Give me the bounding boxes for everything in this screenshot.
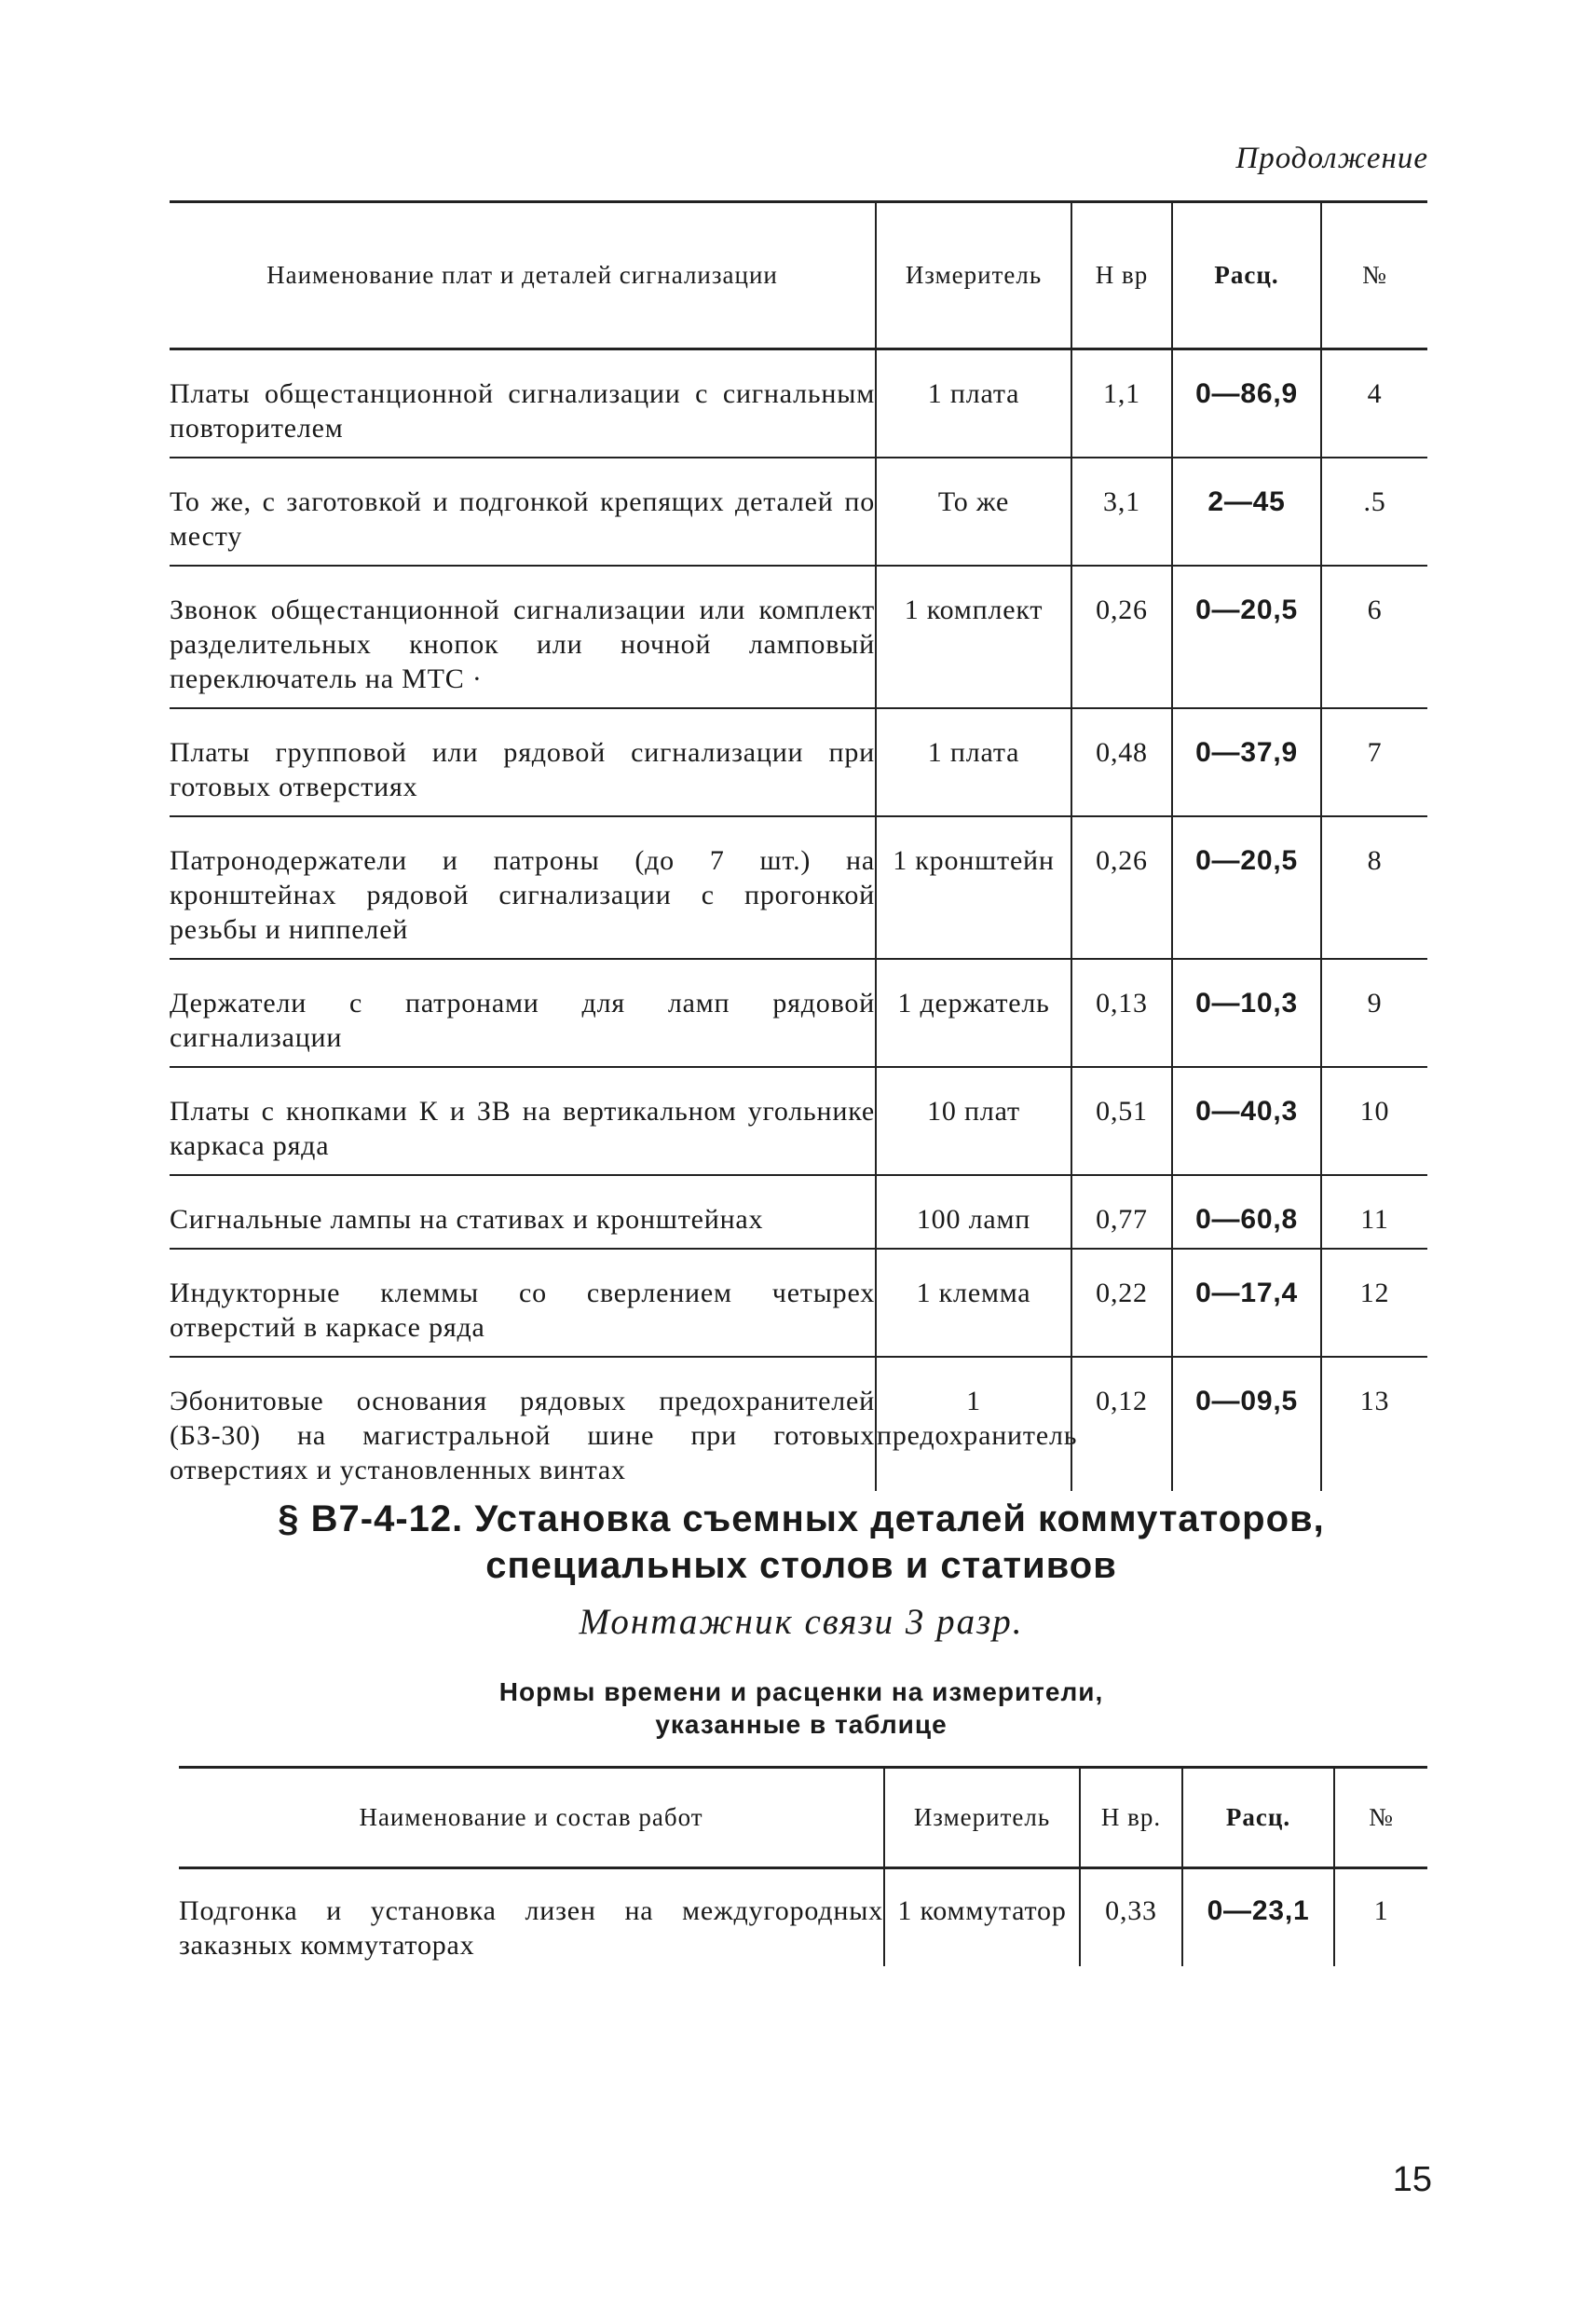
table-row: [170, 458, 1427, 566]
row-unit: 10 плат: [876, 1067, 1071, 1175]
header-rate: Расц.: [1172, 202, 1321, 349]
row-name: Платы с кнопками К и ЗВ на вертикальном угольнике каркаса ряда: [170, 1067, 876, 1175]
row-rate: 0—37,9: [1172, 708, 1321, 816]
row-num: .5: [1321, 458, 1427, 566]
header-name: Наименование плат и деталей сигнализации: [170, 202, 876, 349]
table-row: [170, 708, 1427, 816]
header-unit: Измеритель: [876, 202, 1071, 349]
row-num: 13: [1321, 1357, 1427, 1491]
worker-qualification: Монтажник связи 3 разр.: [579, 1602, 1024, 1642]
row-unit: 1 кронштейн: [876, 816, 1071, 959]
row-num: 1: [1334, 1868, 1427, 1967]
row-unit: 100 ламп: [876, 1175, 1071, 1249]
row-name: Патронодержатели и патроны (до 7 шт.) на кронштейнах рядовой сигнализации с прогонкой резьбы и ниппелей: [170, 816, 876, 959]
norms-caption: [177, 1675, 1425, 1741]
row-rate: 0—23,1: [1182, 1868, 1334, 1967]
row-rate: 2—45: [1172, 458, 1321, 566]
row-rate: 0—17,4: [1172, 1249, 1321, 1357]
row-norm: 0,26: [1071, 816, 1172, 959]
signaling-parts-table: [170, 200, 1427, 1491]
row-name: Платы общестанционной сигнализации с сигнальным повторителем: [170, 378, 875, 444]
row-name: Подгонка и установка лизен на междугородных заказных коммутаторах: [179, 1895, 883, 1961]
section-title-line2: специальных столов и стативов: [485, 1545, 1117, 1586]
table-row: [179, 1868, 1427, 1967]
row-rate: 0—40,3: [1172, 1067, 1321, 1175]
row-name: Эбонитовые основания рядовых предохранителей (БЗ-30) на магистральной шине при готовых отверстиях и установленных винтах: [170, 1357, 876, 1491]
table-header-row: [179, 1768, 1427, 1868]
header-unit: Измеритель: [884, 1768, 1080, 1868]
row-num: 11: [1321, 1175, 1427, 1249]
row-norm: 0,33: [1080, 1868, 1182, 1967]
row-norm: 0,26: [1071, 566, 1172, 708]
row-rate: 0—20,5: [1172, 566, 1321, 708]
header-norm: Н вр.: [1080, 1768, 1182, 1868]
row-unit: 1 предохранитель: [876, 1357, 1071, 1491]
header-rate: Расц.: [1182, 1768, 1334, 1868]
row-name: Держатели с патронами для ламп рядовой сигнализации: [170, 959, 876, 1067]
continuation-label: Продолжение: [1235, 142, 1428, 175]
table-row: [170, 349, 1427, 458]
row-name: Сигнальные лампы на стативах и кронштейнах: [170, 1175, 876, 1249]
row-unit: 1 держатель: [876, 959, 1071, 1067]
row-rate: 0—09,5: [1172, 1357, 1321, 1491]
table-row: [170, 566, 1427, 708]
table-row: [170, 1067, 1427, 1175]
row-unit: 1 коммутатор: [884, 1868, 1080, 1967]
row-norm: 0,51: [1071, 1067, 1172, 1175]
row-num: 12: [1321, 1249, 1427, 1357]
row-num: 6: [1321, 566, 1427, 708]
row-num: 4: [1321, 349, 1427, 458]
row-num: 8: [1321, 816, 1427, 959]
row-rate: 0—86,9: [1172, 349, 1321, 458]
row-name: Звонок общестанционной сигнализации или комплект разделительных кнопок или ночной ламповый переключатель на МТС ·: [170, 566, 876, 708]
row-norm: 0,48: [1071, 708, 1172, 816]
table-row: [170, 1249, 1427, 1357]
row-rate: 0—60,8: [1172, 1175, 1321, 1249]
table-row: [170, 1357, 1427, 1491]
table-row: [170, 959, 1427, 1067]
row-unit: То же: [876, 458, 1071, 566]
section-title-line1: § В7-4-12. Установка съемных деталей коммутаторов,: [278, 1498, 1325, 1539]
row-num: 9: [1321, 959, 1427, 1067]
row-rate: 0—10,3: [1172, 959, 1321, 1067]
row-norm: 0,12: [1071, 1357, 1172, 1491]
row-num: 10: [1321, 1067, 1427, 1175]
header-num: №: [1321, 202, 1427, 349]
page-number: 15: [1392, 2160, 1432, 2199]
table-row: [170, 816, 1427, 959]
header-name: Наименование и состав работ: [179, 1768, 884, 1868]
header-norm: Н вр: [1071, 202, 1172, 349]
norms-caption-line2: указанные в таблице: [655, 1710, 948, 1739]
switchboard-parts-table: [179, 1766, 1427, 1966]
header-num: №: [1334, 1768, 1427, 1868]
row-name: Индукторные клеммы со сверлением четырех отверстий в каркасе ряда: [170, 1249, 876, 1357]
row-name: Платы групповой или рядовой сигнализации при готовых отверстиях: [170, 708, 876, 816]
row-norm: 0,22: [1071, 1249, 1172, 1357]
section-title: [177, 1496, 1425, 1589]
row-num: 7: [1321, 708, 1427, 816]
row-norm: 0,13: [1071, 959, 1172, 1067]
row-unit: 1 плата: [876, 708, 1071, 816]
row-norm: 1,1: [1071, 349, 1172, 458]
table-row: [170, 1175, 1427, 1249]
row-unit: 1 комплект: [876, 566, 1071, 708]
norms-caption-line1: Нормы времени и расценки на измерители,: [498, 1677, 1104, 1706]
row-norm: 3,1: [1071, 458, 1172, 566]
table-header-row: [170, 202, 1427, 349]
row-rate: 0—20,5: [1172, 816, 1321, 959]
row-name: То же, с заготовкой и подгонкой крепящих деталей по месту: [170, 458, 876, 566]
row-norm: 0,77: [1071, 1175, 1172, 1249]
row-unit: 1 клемма: [876, 1249, 1071, 1357]
row-unit: 1 плата: [876, 349, 1071, 458]
